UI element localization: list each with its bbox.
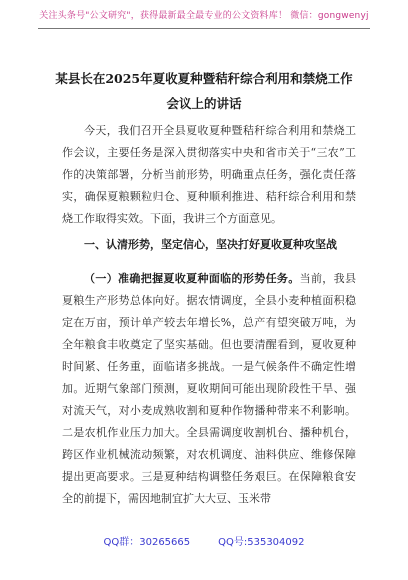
- footer-qq-number: QQ号:535304092: [218, 537, 305, 548]
- document-title: 某县长在2025年夏收夏种暨秸秆综合利用和禁烧工作会议上的讲话: [55, 71, 353, 111]
- section-heading: 一、认清形势，坚定信心，坚决打好夏收夏种攻坚战: [84, 238, 337, 251]
- document-body: [62, 120, 356, 510]
- header-banner: 关注头条号"公文研究"，获得最新最全最专业的公文资料库！ 微信：gongwenyj: [39, 11, 369, 21]
- intro-paragraph: 今天，我们召开全县夏收夏种暨秸秆综合利用和禁烧工作会议，主要任务是深入贯彻落实中央和省市关于“三农”工作的决策部署，分析当前形势，明确重点任务，强化责任落实，确保夏粮颗粒归仓、夏种顺利推进、秸秆综合利用和禁烧工作取得实效。下面，我讲三个方面意见。: [62, 124, 356, 225]
- header-divider: [38, 28, 370, 29]
- footer-contact: [0, 533, 408, 548]
- subsection-text: 当前，我县夏粮生产形势总体向好。据农情调度，全县小麦种植面积稳定在万亩，预计单产较去年增长%，总产有望突破万吨，为全年粮食丰收奠定了坚实基础。但也要清醒看到，夏收夏种时间紧、任务重，面临诸多挑战。一是气候条件不确定性增加。近期气象部门预测，夏收期间可能出现阶段性干旱、强对流天气，对小麦成熟收割和夏种作物播种带来不利影响。二是农机作业压力加大。全县需调度收割机台、播种机台，跨区作业机械流动频繁，对农机调度、油料供应、维修保障提出更高要求。三是夏种结构调整任务艰巨。在保障粮食安全的前提下，需因地制宜扩大大豆、玉米带: [62, 272, 357, 505]
- subsection-heading: （一）准确把握夏收夏种面临的形势任务。: [84, 272, 300, 285]
- subsection-paragraph: [62, 268, 356, 510]
- footer-qq-group: QQ群：30265665: [103, 537, 191, 548]
